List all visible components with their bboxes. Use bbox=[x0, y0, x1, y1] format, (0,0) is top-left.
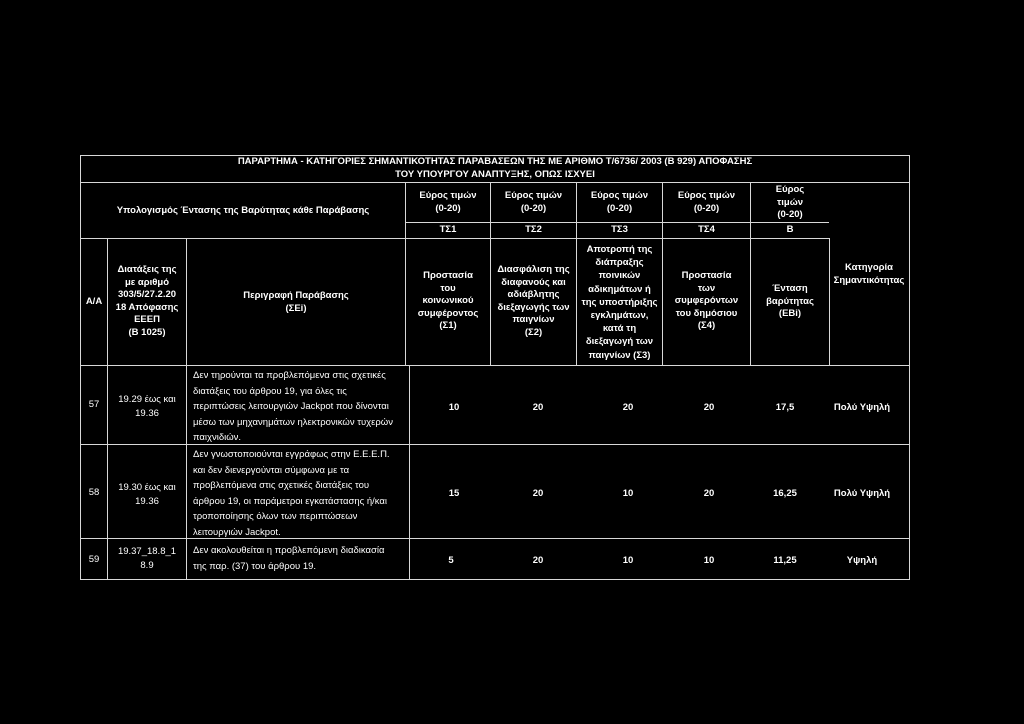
row-provision: 19.37_18.8_1 8.9 bbox=[117, 546, 177, 571]
col-s3-header: Αποτροπή της διάπραξης ποινικών αδικημάτων ή της υποστήριξης εγκλημάτων, κατά τη διεξαγωγή των παιγνίων (Σ3) bbox=[581, 244, 658, 361]
row-ts1: 15 bbox=[448, 488, 460, 499]
row-category: Πολύ Υψηλή bbox=[833, 488, 891, 499]
row-category: Υψηλή bbox=[846, 555, 878, 566]
page-title bbox=[80, 156, 910, 181]
row-aa: 58 bbox=[88, 487, 100, 498]
row-ts4: 20 bbox=[703, 402, 715, 413]
code-ts1: ΤΣ1 bbox=[439, 224, 457, 235]
row-ts1: 5 bbox=[448, 555, 454, 566]
row-ts2: 20 bbox=[532, 488, 544, 499]
row-ts2: 20 bbox=[532, 402, 544, 413]
calc-header: Υπολογισμός Έντασης της Βαρύτητας κάθε Παράβασης bbox=[116, 205, 370, 216]
row-ts3: 20 bbox=[622, 402, 634, 413]
row-ts3: 10 bbox=[622, 555, 634, 566]
row-aa: 59 bbox=[88, 554, 100, 565]
code-ts3: ΤΣ3 bbox=[611, 224, 628, 235]
row-description: Δεν γνωστοποιούνται εγγράφως στην Ε.Ε.Ε.Π. και δεν διενεργούνται σύμφωνα με τα προβλεπόμενα στις σχετικές διατάξεις του άρθρου 19, οι παράμετροι εγκατάστασης ή/και τροποποίησης όλων των περιπτώσεων λειτουργιών Jackpot. bbox=[193, 449, 390, 538]
row-ts4: 20 bbox=[703, 488, 715, 499]
row-ts1: 10 bbox=[448, 402, 460, 413]
col-s2-header: Διασφάλιση της διαφανούς και αδιάβλητης διεξαγωγής των παιγνίων (Σ2) bbox=[497, 264, 570, 338]
code-b: Β bbox=[786, 224, 794, 235]
row-provision: 19.29 έως και 19.36 bbox=[118, 394, 176, 419]
row-severity: 16,25 bbox=[773, 488, 797, 499]
col-provisions-header: Διατάξεις της με αριθμό 303/5/27.2.20 18 Απόφασης ΕΕΕΠ (Β 1025) bbox=[115, 264, 179, 338]
row-ts2: 20 bbox=[532, 555, 544, 566]
title-line-2: ΤΟΥ ΥΠΟΥΡΓΟΥ ΑΝΑΠΤΥΞΗΣ, ΟΠΩΣ ΙΣΧΥΕΙ bbox=[395, 168, 595, 180]
code-ts2: ΤΣ2 bbox=[525, 224, 542, 235]
code-ts4: ΤΣ4 bbox=[698, 224, 715, 235]
range-header-b: Εύρος τιμών (0-20) bbox=[775, 184, 805, 220]
range-header-ts4: Εύρος τιμών (0-20) bbox=[677, 190, 736, 214]
col-description-header: Περιγραφή Παράβασης (ΣΕi) bbox=[243, 290, 349, 314]
row-ts4: 10 bbox=[703, 555, 715, 566]
range-header-ts2: Εύρος τιμών (0-20) bbox=[504, 190, 563, 214]
title-line-1: ΠΑΡΑΡΤΗΜΑ - ΚΑΤΗΓΟΡΙΕΣ ΣΗΜΑΝΤΙΚΟΤΗΤΑΣ ΠΑΡΑΒΑΣΕΩΝ ΤΗΣ ΜΕ ΑΡΙΘΜΟ Τ/6736/ 2003 (Β 929) ΑΠΟΦΑΣΗΣ bbox=[237, 156, 753, 167]
row-provision: 19.30 έως και 19.36 bbox=[118, 482, 176, 507]
col-s4-header: Προστασία των συμφερόντων του δημόσιου (Σ4) bbox=[674, 270, 739, 331]
row-severity: 11,25 bbox=[773, 555, 797, 566]
col-severity-header: Ένταση βαρύτητας (ΕΒi) bbox=[766, 283, 814, 319]
col-aa-header: Α/Α bbox=[85, 296, 103, 307]
row-ts3: 10 bbox=[622, 488, 634, 499]
row-aa: 57 bbox=[88, 399, 100, 410]
row-category: Πολύ Υψηλή bbox=[833, 402, 891, 413]
col-category-header: Κατηγορία Σημαντικότητας bbox=[833, 262, 905, 286]
range-header-ts3: Εύρος τιμών (0-20) bbox=[590, 190, 649, 214]
range-header-ts1: Εύρος τιμών (0-20) bbox=[419, 190, 477, 214]
row-description: Δεν ακολουθείται η προβλεπόμενη διαδικασία της παρ. (37) του άρθρου 19. bbox=[193, 545, 385, 572]
col-s1-header: Προστασία του κοινωνικού συμφέροντος (Σ1) bbox=[417, 270, 479, 331]
row-severity: 17,5 bbox=[775, 402, 795, 413]
row-description: Δεν τηρούνται τα προβλεπόμενα στις σχετικές διατάξεις του άρθρου 19, για όλες τις περιπτώσεις λειτουργιών Jackpot που δίνονται μέσω των μηχανημάτων ηλεκτρονικών τυχερών παιχνιδιών. bbox=[193, 370, 393, 444]
